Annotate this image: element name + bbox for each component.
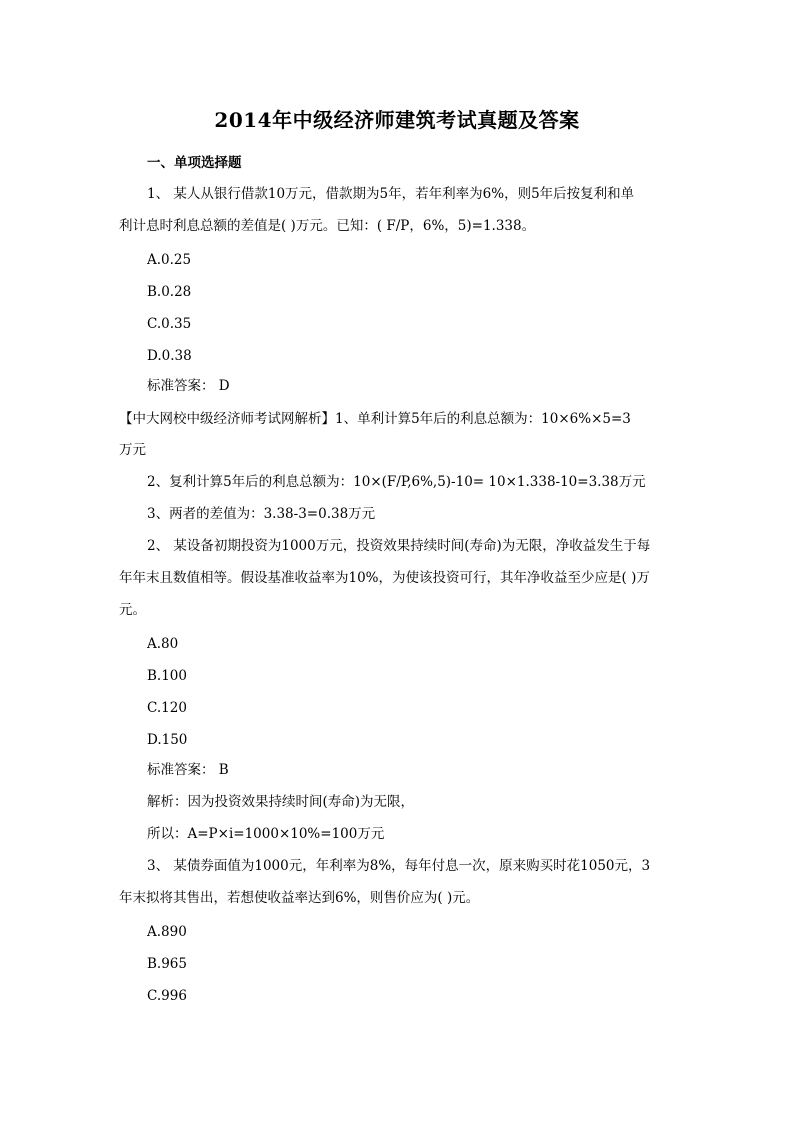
q1-answer: 标准答案： D — [147, 378, 230, 394]
q2-stem-line-2: 年年末且数值相等。假设基准收益率为10%，为使该投资可行，其年净收益至少应是( )万 — [119, 570, 650, 586]
q1-option-a: A.0.25 — [147, 252, 192, 268]
q2-stem-line-3: 元。 — [119, 602, 146, 618]
q2-stem-line-1: 2、 某设备初期投资为1000万元，投资效果持续时间(寿命)为无限，净收益发生于每 — [147, 538, 651, 554]
q3-option-c: C.996 — [147, 988, 187, 1004]
q1-analysis-line-3: 2、复利计算5年后的利息总额为：10×(F/P,6%,5)-10= 10×1.338-10=3.38万元 — [147, 474, 646, 490]
q1-analysis-line-1: 【中大网校中级经济师考试网解析】1、单利计算5年后的利息总额为：10×6%×5=3 — [119, 411, 631, 427]
q2-answer: 标准答案： B — [147, 762, 229, 778]
document-title: 2014年中级经济师建筑考试真题及答案 — [214, 108, 580, 132]
q2-analysis-line-2: 所以：A=P×i=1000×10%=100万元 — [147, 826, 385, 842]
q2-option-b: B.100 — [147, 668, 187, 684]
q1-option-b: B.0.28 — [147, 284, 192, 300]
q2-option-c: C.120 — [147, 700, 187, 716]
section-heading: 一、单项选择题 — [147, 155, 242, 171]
q3-stem-line-2: 年末拟将其售出，若想使收益率达到6%，则售价应为( )元。 — [119, 890, 480, 906]
q1-stem-line-1: 1、 某人从银行借款10万元，借款期为5年，若年利率为6%，则5年后按复利和单 — [147, 186, 635, 202]
q2-option-d: D.150 — [147, 732, 188, 748]
q1-stem-line-2: 利计息时利息总额的差值是( )万元。已知：( F/P，6%，5)=1.338。 — [119, 218, 536, 234]
q3-option-a: A.890 — [147, 924, 187, 940]
q1-option-c: C.0.35 — [147, 316, 192, 332]
q1-analysis-line-2: 万元 — [119, 442, 146, 458]
q3-stem-line-1: 3、 某债券面值为1000元，年利率为8%，每年付息一次，原来购买时花1050元，3 — [147, 858, 651, 874]
q3-option-b: B.965 — [147, 956, 187, 972]
q2-option-a: A.80 — [147, 636, 179, 652]
q2-analysis-line-1: 解析：因为投资效果持续时间(寿命)为无限， — [147, 794, 415, 810]
q1-option-d: D.0.38 — [147, 348, 192, 364]
q1-analysis-line-4: 3、两者的差值为：3.38-3=0.38万元 — [147, 506, 376, 522]
